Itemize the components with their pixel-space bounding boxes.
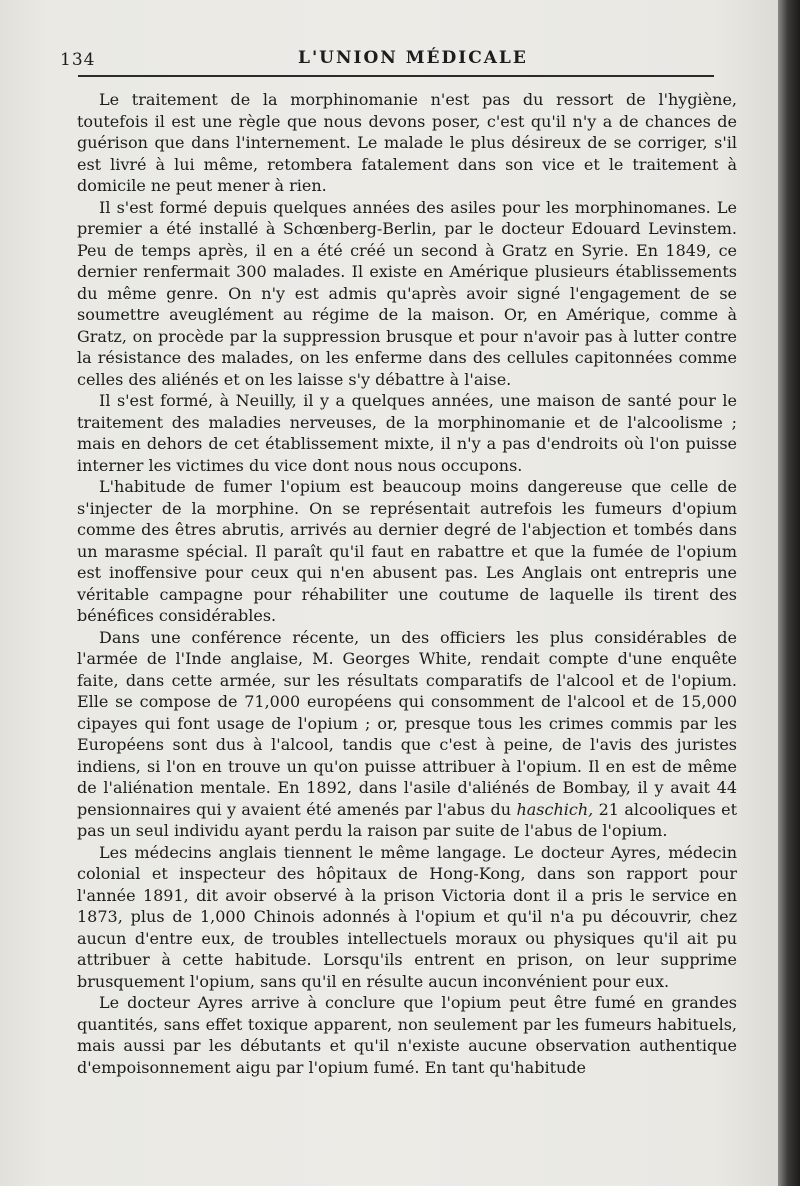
- paragraph-5-after: 21 alcooliques et pas un seul individu ayant perdu la raison par suite de l'abus de l'opium.: [77, 799, 737, 840]
- running-title: L'UNION MÉDICALE: [298, 48, 528, 68]
- paragraph-5: [77, 627, 737, 842]
- book-edge-shadow: [778, 0, 800, 1186]
- paragraph-4: L'habitude de fumer l'opium est beaucoup moins dangereuse que celle de s'injecter de la morphine. On se représentait autrefois les fumeurs d'opium comme des êtres abrutis, arrivés au dernier degré de l'abjection et tombés dans un marasme spécial. Il paraît qu'il faut en rabattre et que la fumée de l'opium est inoffensive pour ceux qui n'en abusent pas. Les Anglais ont entrepris une véritable campagne pour réhabiliter une coutume de laquelle ils tirent des bénéfices considérables.: [77, 477, 737, 625]
- page-header: [60, 46, 720, 76]
- paragraph-2: Il s'est formé depuis quelques années des asiles pour les morphinomanes. Le premier a été installé à Schœnberg-Berlin, par le docteur Edouard Levinstem. Peu de temps après, il en a été créé un second à Gratz en Syrie. En 1849, ce dernier renfermait 300 malades. Il existe en Amérique plusieurs établissements du même genre. On n'y est admis qu'après avoir signé l'engagement de se soumettre aveuglément au régime de la maison. Or, en Amérique, comme à Gratz, on procède par la suppression brusque et pour n'avoir pas à lutter contre la résistance des malades, on les enferme dans des cellules capitonnées comme celles des aliénés et on les laisse s'y débattre à l'aise.: [77, 197, 737, 389]
- page-number: 134: [60, 50, 96, 70]
- paragraph-7: Le docteur Ayres arrive à conclure que l'opium peut être fumé en grandes quantités, sans effet toxique apparent, non seulement par les fumeurs habituels, mais aussi par les débutants et qu'il n'existe aucune observation authentique d'empoisonnement aigu par l'opium fumé. En tant qu'habitude: [77, 993, 737, 1077]
- paragraph-3: Il s'est formé, à Neuilly, il y a quelques années, une maison de santé pour le traitement des maladies nerveuses, de la morphinomanie et de l'alcoolisme ; mais en dehors de cet établissement mixte, il n'y a pas d'endroits où l'on puisse interner les victimes du vice dont nous nous occupons.: [77, 391, 737, 475]
- body-text: [77, 89, 737, 1078]
- header-rule: [78, 75, 714, 77]
- paragraph-5-italic: haschich,: [516, 799, 594, 819]
- paragraph-5-text: Dans une conférence récente, un des officiers les plus considérables de l'armée de l'Inde anglaise, M. Georges White, rendait compte d'une enquête faite, dans cette armée, sur les résultats comparatifs de l'alcool et de l'opium. Elle se compose de 71,000 européens qui consomment de l'alcool et de 15,000 cipayes qui font usage de l'opium ; or, presque tous les crimes commis par les Européens sont dus à l'alcool, tandis que c'est à peine, de l'avis des juristes indiens, si l'on en trouve un qu'on puisse attribuer à l'opium. Il en est de même de l'aliénation mentale. En 1892, dans l'asile d'aliénés de Bombay, il y avait 44 pensionnaires qui y avaient été amenés par l'abus du: [77, 627, 737, 819]
- paragraph-6: Les médecins anglais tiennent le même langage. Le docteur Ayres, médecin colonial et inspecteur des hôpitaux de Hong-Kong, dans son rapport pour l'année 1891, dit avoir observé à la prison Victoria dont il a pris le service en 1873, plus de 1,000 Chinois adonnés à l'opium et qu'il n'a pu découvrir, chez aucun d'entre eux, de troubles intellectuels moraux ou physiques qu'il ait pu attribuer à cette habitude. Lorsqu'ils entrent en prison, on leur supprime brusquement l'opium, sans qu'il en résulte aucun inconvénient pour eux.: [77, 842, 737, 991]
- paragraph-1: Le traitement de la morphinomanie n'est pas du ressort de l'hygiène, toutefois il est une règle que nous devons poser, c'est qu'il n'y a de chances de guérison que dans l'internement. Le malade le plus désireux de se corriger, s'il est livré à lui même, retombera fatalement dans son vice et le traitement à domicile ne peut mener à rien.: [77, 90, 737, 195]
